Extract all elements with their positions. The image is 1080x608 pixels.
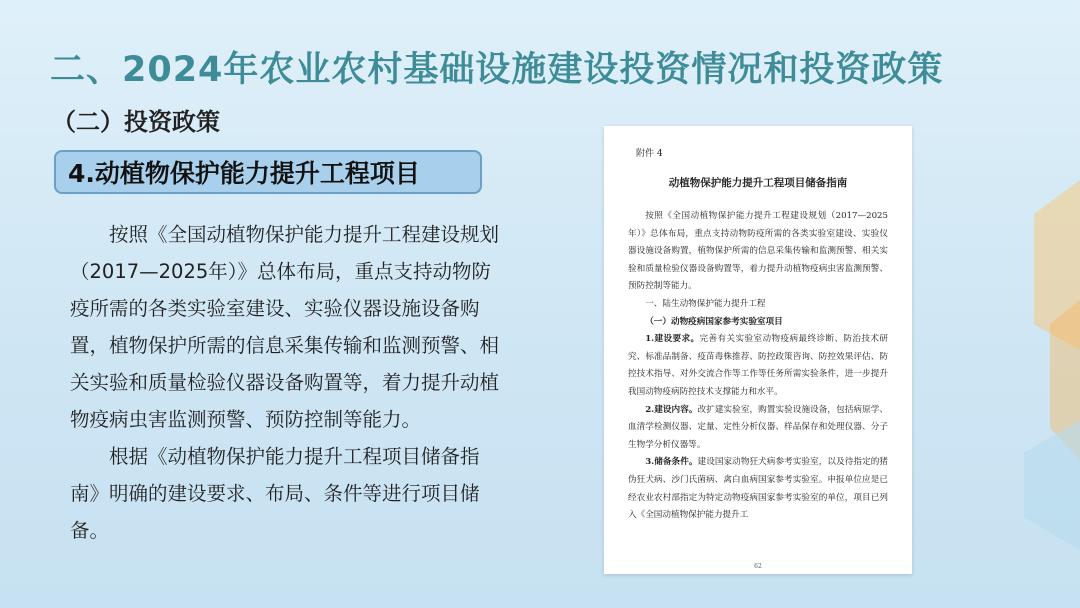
document-intro: 按照《全国动植物保护能力提升工程建设规划（2017—2025年）》总体布局，重点支持动物防疫所需的各类实验室建设、实验仪器设施设备购置，植物保护所需的信息采集传输和监测预警、相关实验和质量检验仪器设备购置等，着力提升动植物疫病虫害监测预警、预防控制等能力。: [628, 211, 888, 292]
document-item-1: [628, 331, 888, 401]
document-item-1-text: 完善有关实验室动物疫病最终诊断、防治技术研究、标准品制备、疫苗毒株推荐、防控政策咨询、防控效果评估、防控技术指导、对外交流合作等工作等任务所需实验条件，进一步提升我国动物疫病防控技术支撑能力和水平。: [628, 334, 888, 397]
page-title: 二、2024年农业农村基础设施建设投资情况和投资政策: [50, 50, 944, 90]
document-item-1-label: 1.建设要求。: [645, 334, 700, 345]
section-label: 4.动植物保护能力提升工程项目: [68, 159, 420, 188]
document-title: 动植物保护能力提升工程项目储备指南: [668, 177, 848, 189]
section-label-box: [54, 150, 482, 194]
body-paragraph-1: 按照《全国动植物保护能力提升工程建设规划（2017—2025年）》总体布局，重点支持动物防疫所需的各类实验室建设、实验仪器设施设备购置，植物保护所需的信息采集传输和监测预警、相关实验和质量检验仪器设备购置等，着力提升动植物疫病虫害监测预警、预防控制等能力。: [70, 223, 500, 431]
document-annex-label: 附件 4: [636, 149, 663, 159]
decorative-shape-blue: [1024, 420, 1080, 550]
document-image: [604, 126, 912, 574]
document-item-3-label: 3.储备条件。: [645, 457, 698, 468]
document-page-number: 62: [754, 563, 762, 570]
document-item-3-text: 建设国家动物狂犬病参考实验室，以及待指定的猪伪狂犬病、沙门氏菌病、禽白血病国家参考实验室。申报单位应是已经农业农村部指定为特定动物疫病国家参考实验室的单位，项目已列入《全国动植物保护能力提升工: [628, 457, 888, 521]
document-item-2-text: 改扩建实验室，购置实验设施设备，包括病原学、血清学检测仪器、定量、定性分析仪器、样品保存和处理仪器、分子生物学分析仪器等。: [628, 404, 888, 450]
body-paragraph-2: 根据《动植物保护能力提升工程项目储备指南》明确的建设要求、布局、条件等进行项目储备。: [70, 445, 480, 542]
section-subtitle: （二）投资政策: [52, 108, 220, 136]
document-item-2: [628, 402, 888, 455]
document-heading-2: [628, 314, 888, 332]
document-heading-1: 一、陆生动物保护能力提升工程: [645, 298, 766, 309]
document-item-2-label: 2.建设内容。: [645, 404, 698, 415]
document-heading-2-text: （一）动物疫病国家参考实验室项目: [645, 316, 783, 327]
document-item-3: [628, 454, 888, 524]
body-text: [70, 216, 502, 549]
